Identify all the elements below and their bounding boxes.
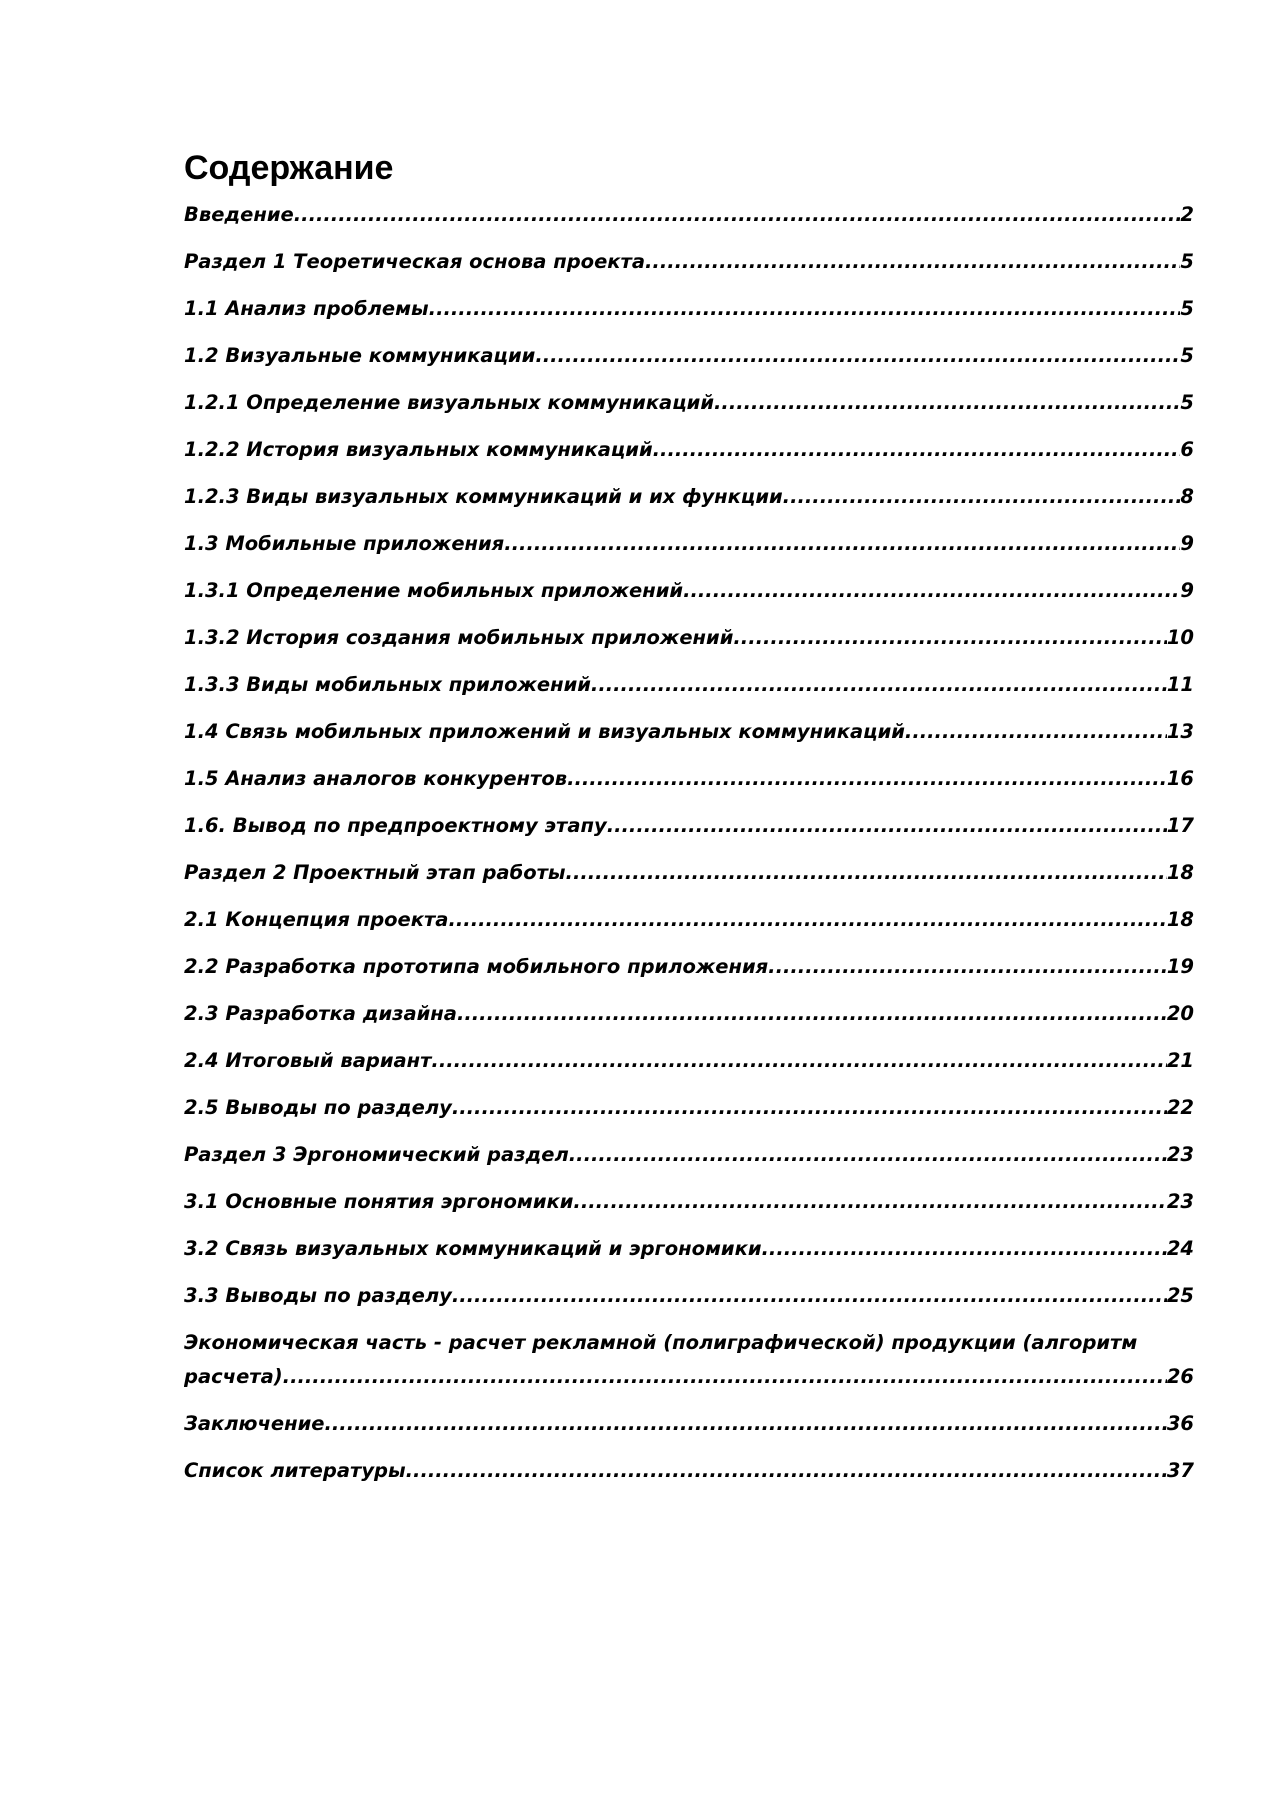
toc-leader-dots [429,296,1181,322]
toc-entry-text: 1.2 Визуальные коммуникации [184,344,536,367]
toc-leader-dots [431,1048,1166,1074]
toc-entry-text: Список литературы [184,1459,406,1482]
toc-leader-dots [294,202,1181,228]
toc-page-number: 24 [1166,1237,1194,1260]
toc-leader-dots [448,907,1166,933]
toc-entry-text: 1.2.2 История визуальных коммуникаций [184,438,653,461]
toc-page-number: 10 [1166,626,1194,649]
toc-entry-text: Раздел 2 Проектный этап работы [184,861,566,884]
toc-leader-dots [905,719,1167,745]
toc-page-number: 22 [1166,1096,1194,1119]
toc-page-number: 5 [1180,344,1194,367]
toc-leader-dots [324,1411,1166,1437]
toc-page-number: 9 [1180,579,1194,602]
toc-page-number: 8 [1180,485,1194,508]
toc-leader-dots [733,625,1166,651]
toc-entry [184,202,1194,228]
toc-leader-dots [573,1189,1166,1215]
toc-entry-text: 2.5 Выводы по разделу [184,1096,452,1119]
toc-leader-dots [452,1095,1167,1121]
toc-entry-text: 3.1 Основные понятия эргономики [184,1190,574,1213]
toc-entry [184,484,1194,510]
toc-page-number: 13 [1166,720,1194,743]
toc-leader-dots [591,672,1167,698]
toc-entry [184,1001,1194,1027]
toc-entry-text-line1: Экономическая часть - расчет рекламной (полиграфической) продукции (алгоритм [184,1331,1138,1354]
toc-entry [184,1236,1194,1262]
toc-title: Содержание [184,149,394,187]
toc-page-number: 6 [1180,438,1194,461]
toc-leader-dots [283,1364,1167,1390]
toc-entry [184,1189,1194,1215]
toc-page-number: 25 [1166,1284,1194,1307]
toc-entry-text: 1.1 Анализ проблемы [184,297,429,320]
document-page [184,148,1194,1505]
toc-entry-text: 2.1 Концепция проекта [184,908,449,931]
toc-entry-text: Заключение [184,1412,325,1435]
toc-entry-second-line [184,1364,1194,1390]
toc-entry-text: 1.3 Мобильные приложения [184,532,505,555]
toc-entry [184,1330,1194,1390]
toc-page-number: 17 [1166,814,1194,837]
toc-entry [184,1283,1194,1309]
toc-page-number: 20 [1166,1002,1194,1025]
toc-leader-dots [452,1283,1167,1309]
toc-page-number: 11 [1166,673,1194,696]
toc-page-number: 26 [1166,1365,1194,1388]
toc-entry-text: Введение [184,203,294,226]
toc-entry-text: 2.4 Итоговый вариант [184,1049,432,1072]
toc-page-number: 19 [1166,955,1194,978]
toc-entry [184,531,1194,557]
toc-entry-text: Раздел 1 Теоретическая основа проекта [184,250,645,273]
toc-entry [184,907,1194,933]
toc-entry-text-line2: расчета) [184,1365,283,1388]
toc-leader-dots [504,531,1180,557]
toc-entry [184,1458,1194,1484]
toc-leader-dots [535,343,1180,369]
toc-entry [184,813,1194,839]
toc-entry-text: 1.4 Связь мобильных приложений и визуальных коммуникаций [184,720,905,743]
toc-entry [184,249,1194,275]
toc-leader-dots [768,954,1167,980]
toc-entry-text: 1.6. Вывод по предпроектному этапу [184,814,607,837]
toc-entry [184,437,1194,463]
toc-leader-dots [645,249,1180,275]
toc-entry [184,672,1194,698]
toc-page-number: 18 [1166,861,1194,884]
toc-entry [184,766,1194,792]
toc-page-number: 36 [1166,1412,1194,1435]
toc-entry-text: 1.3.3 Виды мобильных приложений [184,673,591,696]
toc-page-number: 23 [1166,1143,1194,1166]
toc-page-number: 23 [1166,1190,1194,1213]
toc-page-number: 2 [1180,203,1194,226]
toc-leader-dots [714,390,1180,416]
toc-leader-dots [457,1001,1167,1027]
toc-page-number: 5 [1180,250,1194,273]
toc-entry [184,343,1194,369]
toc-leader-dots [406,1458,1167,1484]
toc-leader-dots [566,860,1167,886]
toc-entry-text: 1.5 Анализ аналогов конкурентов [184,767,568,790]
toc-page-number: 5 [1180,297,1194,320]
toc-entry [184,1142,1194,1168]
toc-entry-text: 3.3 Выводы по разделу [184,1284,452,1307]
toc-list [184,202,1194,1484]
toc-entry-text: 1.3.2 История создания мобильных приложений [184,626,734,649]
toc-entry [184,390,1194,416]
toc-leader-dots [653,437,1181,463]
toc-entry [184,1095,1194,1121]
toc-entry [184,296,1194,322]
toc-page-number: 9 [1180,532,1194,555]
toc-entry-text: 1.2.1 Определение визуальных коммуникаций [184,391,714,414]
toc-entry [184,719,1194,745]
toc-page-number: 37 [1166,1459,1194,1482]
toc-entry-text: Раздел 3 Эргономический раздел [184,1143,569,1166]
toc-entry [184,1048,1194,1074]
toc-entry-text: 2.2 Разработка прототипа мобильного приложения [184,955,769,978]
toc-entry [184,860,1194,886]
toc-page-number: 18 [1166,908,1194,931]
toc-entry [184,625,1194,651]
toc-leader-dots [783,484,1181,510]
toc-entry-text: 1.3.1 Определение мобильных приложений [184,579,684,602]
toc-entry [184,578,1194,604]
toc-entry-text: 3.2 Связь визуальных коммуникаций и эргономики [184,1237,762,1260]
toc-page-number: 16 [1166,767,1194,790]
toc-entry [184,1411,1194,1437]
toc-entry-text: 2.3 Разработка дизайна [184,1002,457,1025]
toc-leader-dots [567,766,1167,792]
toc-entry [184,954,1194,980]
toc-entry-text: 1.2.3 Виды визуальных коммуникаций и их функции [184,485,783,508]
toc-leader-dots [569,1142,1167,1168]
toc-page-number: 21 [1166,1049,1194,1072]
toc-leader-dots [683,578,1180,604]
toc-page-number: 5 [1180,391,1194,414]
toc-leader-dots [762,1236,1167,1262]
toc-leader-dots [607,813,1167,839]
